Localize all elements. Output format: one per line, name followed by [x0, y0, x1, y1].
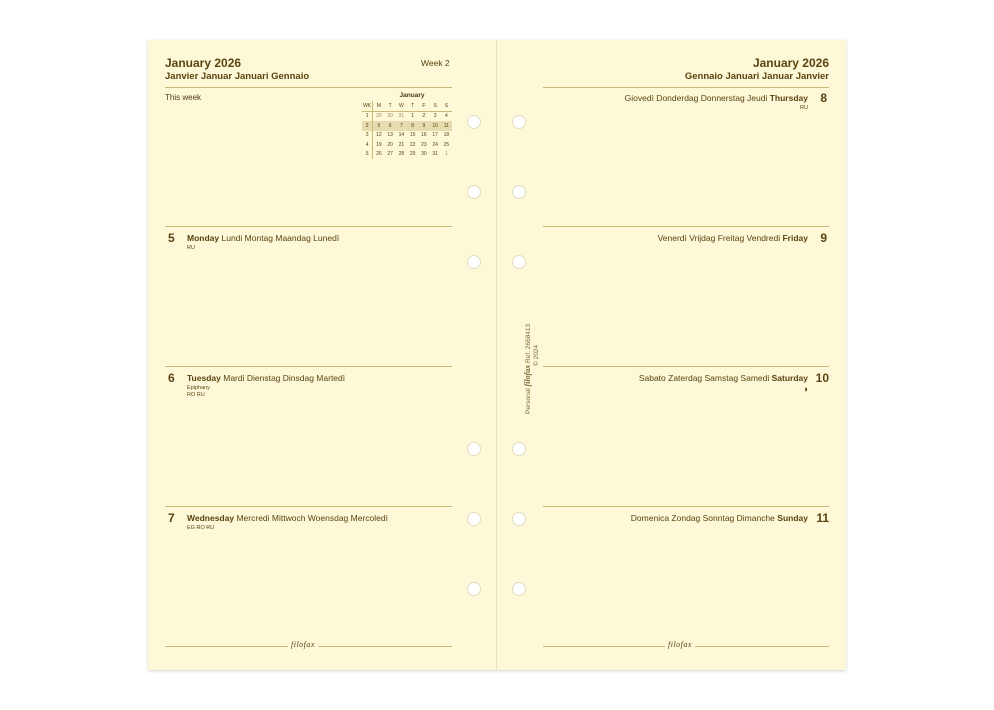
day-rule	[543, 226, 829, 227]
day-rule	[165, 226, 452, 227]
mini-calendar-week-row	[362, 131, 452, 141]
mini-calendar-header-cell: M	[373, 101, 385, 111]
mini-calendar-grid	[362, 101, 452, 159]
mini-calendar-week-row	[362, 111, 452, 121]
mini-calendar-day: 7	[396, 121, 407, 131]
day-names	[639, 373, 808, 383]
binder-hole	[467, 255, 481, 269]
binder-hole	[512, 512, 526, 526]
mini-calendar-week-number: 5	[362, 150, 373, 160]
mini-calendar-day: 18	[443, 132, 450, 139]
binder-hole	[467, 512, 481, 526]
day-rule	[543, 366, 829, 367]
mini-calendar-week-number: 4	[362, 140, 373, 150]
mini-calendar-header-cell: S	[429, 101, 440, 111]
day-names	[187, 513, 388, 523]
mini-calendar-day: 2	[422, 113, 426, 120]
mini-calendar-day: 16	[421, 132, 427, 139]
mini-calendar-day: 30	[421, 151, 427, 158]
day-name-translations: Mardi Dienstag Dinsdag Martedì	[223, 373, 346, 383]
spine-ref: Ref. 2668413	[525, 323, 532, 363]
holiday-codes: RU	[187, 245, 195, 251]
mini-calendar-day: 30	[387, 113, 393, 120]
mini-calendar-day: 12	[376, 132, 382, 139]
mini-calendar-day: 23	[421, 141, 427, 148]
mini-calendar-day: 31	[398, 113, 405, 120]
day-rule	[543, 506, 829, 507]
binder-hole	[467, 115, 481, 129]
header-rule	[165, 87, 452, 88]
mini-calendar-day: 4	[444, 113, 448, 120]
mini-calendar-day: 28	[398, 151, 405, 158]
mini-calendar-day: 21	[398, 141, 405, 148]
mini-calendar-header-cell: T	[384, 101, 395, 111]
holiday-codes: RU	[800, 105, 808, 111]
mini-calendar-week-row	[362, 140, 452, 150]
day-name-translations: Mercredi Mittwoch Woensdag Mercoledì	[236, 513, 388, 523]
month-subtitle: Gennaio Januari Januar Janvier	[684, 71, 829, 82]
day-rule	[165, 506, 452, 507]
holiday-codes: RO RU	[187, 392, 205, 398]
month-title: January 2026	[752, 56, 829, 70]
mini-calendar	[362, 92, 452, 159]
header-rule	[543, 87, 829, 88]
mini-calendar-header-row	[362, 101, 452, 111]
day-name-translations: Sabato Zaterdag Samstag Samedi	[638, 373, 770, 383]
day-name: Wednesday	[187, 513, 235, 523]
binder-hole	[512, 185, 526, 199]
week-label: Week 2	[421, 58, 450, 68]
day-name: Saturday	[771, 373, 808, 383]
day-name: Friday	[782, 233, 808, 243]
left-page	[148, 40, 497, 670]
day-names	[187, 233, 339, 243]
mini-calendar-day: 1	[411, 113, 414, 120]
mini-calendar-day: 6	[384, 121, 395, 131]
month-title: January 2026	[165, 56, 242, 70]
day-name-translations: Domenica Zondag Sonntag Dimanche	[630, 513, 775, 523]
mini-calendar-header-cell: W	[396, 101, 407, 111]
mini-calendar-day: 8	[407, 121, 418, 131]
day-names	[658, 233, 808, 243]
mini-calendar-day: 9	[418, 121, 429, 131]
mini-calendar-day: 27	[387, 151, 393, 158]
holiday-codes: EG RO RU	[187, 525, 215, 531]
binder-hole	[512, 442, 526, 456]
day-number: 11	[816, 511, 829, 525]
mini-calendar-week-number: 1	[362, 111, 373, 121]
mini-calendar-day: 20	[387, 141, 393, 148]
mini-calendar-week-row	[362, 150, 452, 160]
mini-calendar-day: 1	[444, 151, 448, 158]
day-number: 10	[815, 371, 829, 385]
mini-calendar-week-number: 2	[362, 121, 373, 131]
binder-hole	[467, 185, 481, 199]
mini-calendar-header-cell: F	[418, 101, 429, 111]
mini-calendar-day: 10	[429, 121, 440, 131]
mini-calendar-week-number: 3	[362, 131, 373, 141]
mini-calendar-day: 22	[409, 141, 416, 148]
mini-calendar-day: 3	[433, 113, 437, 120]
mini-calendar-day: 15	[409, 132, 416, 139]
mini-calendar-day: 29	[376, 113, 382, 120]
mini-calendar-day: 17	[432, 132, 438, 139]
mini-calendar-header-cell: WK	[362, 101, 373, 111]
mini-calendar-day: 24	[432, 141, 438, 148]
day-name-translations: Venerdì Vrijdag Freitag Vendredi	[657, 233, 781, 243]
diary-spread	[148, 40, 846, 670]
day-names	[625, 93, 808, 103]
day-name: Monday	[187, 233, 220, 243]
mini-calendar-day: 29	[409, 151, 416, 158]
mini-calendar-day: 31	[432, 151, 438, 158]
day-number: 7	[168, 511, 175, 525]
mini-calendar-day: 5	[373, 121, 385, 131]
day-name-translations: Giovedì Donderdag Donnerstag Jeudi	[624, 93, 768, 103]
mini-calendar-day: 25	[443, 141, 450, 148]
mini-calendar-day: 11	[441, 121, 452, 131]
day-rule	[165, 366, 452, 367]
day-number: 5	[168, 231, 175, 245]
right-page	[497, 40, 846, 670]
day-number: 6	[168, 371, 175, 385]
this-week-label: This week	[165, 93, 202, 102]
day-names	[187, 373, 345, 383]
binder-hole	[512, 115, 526, 129]
binder-hole	[467, 582, 481, 596]
spine-size: Personal	[525, 388, 532, 414]
day-name: Thursday	[769, 93, 808, 103]
filofax-logo: filofax	[665, 640, 695, 649]
mini-calendar-header-cell: T	[407, 101, 418, 111]
mini-calendar-day: 14	[398, 132, 405, 139]
holiday-event: Epiphany	[187, 385, 210, 391]
day-name-translations: Lundi Montag Maandag Lunedì	[221, 233, 340, 243]
filofax-logo: filofax	[288, 640, 318, 649]
spine-logo: filofax	[523, 364, 532, 387]
day-number: 9	[820, 231, 827, 245]
binder-hole	[512, 255, 526, 269]
mini-calendar-header-cell: S	[441, 101, 452, 111]
mini-calendar-day: 26	[376, 151, 382, 158]
mini-calendar-title: January	[399, 92, 425, 99]
day-name: Tuesday	[187, 373, 221, 383]
half-moon-icon: ◑	[802, 384, 808, 394]
mini-calendar-day: 13	[387, 132, 393, 139]
spine-copyright: © 2024	[533, 344, 540, 366]
day-number: 8	[820, 91, 827, 105]
day-names	[631, 513, 808, 523]
month-subtitle: Janvier Januar Januari Gennaio	[165, 71, 310, 82]
day-name: Sunday	[777, 513, 808, 523]
binder-hole	[512, 582, 526, 596]
binder-hole	[467, 442, 481, 456]
spine-imprint	[524, 324, 541, 414]
mini-calendar-day: 19	[376, 141, 382, 148]
mini-calendar-week-row	[362, 121, 452, 131]
